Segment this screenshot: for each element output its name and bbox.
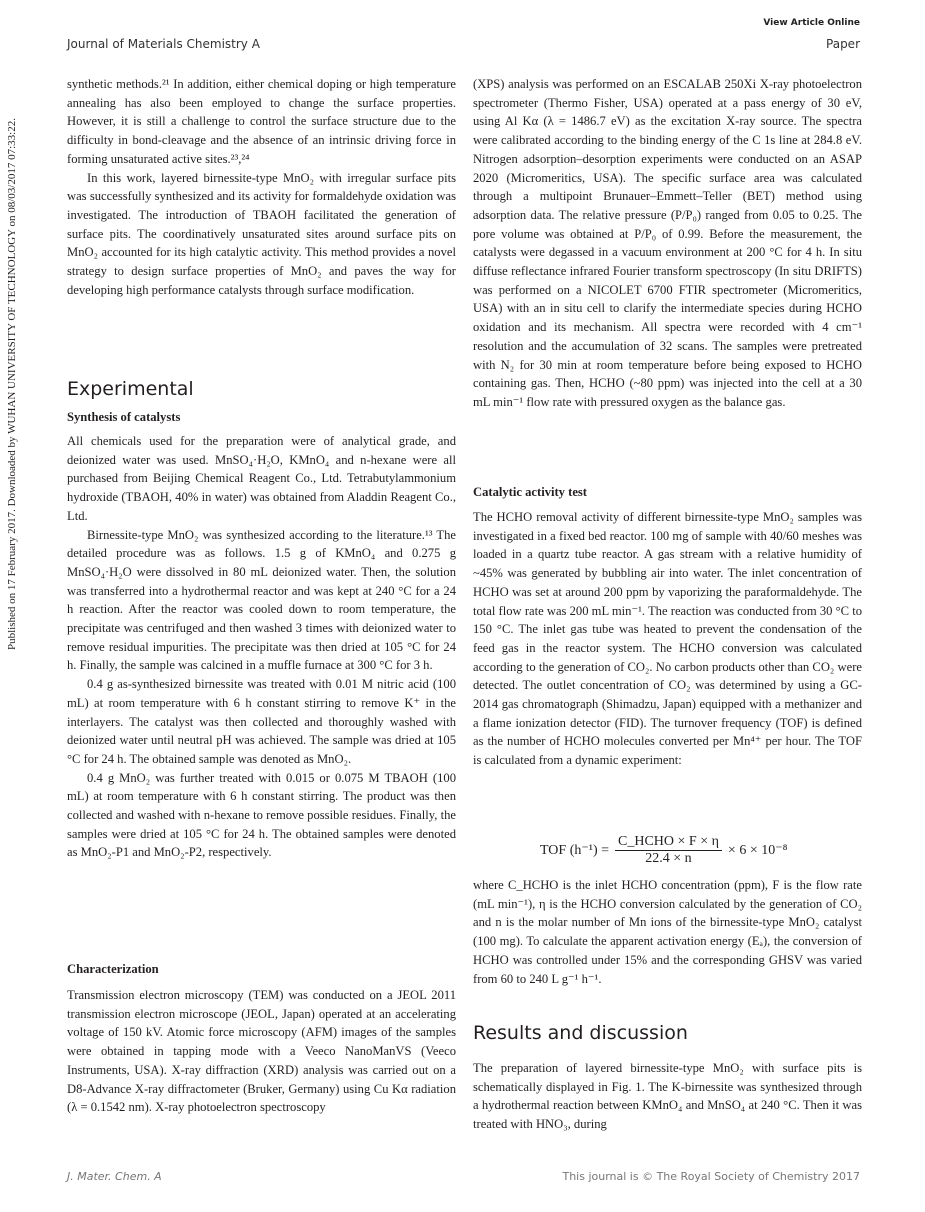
tof-equation [540,834,787,867]
right-where [473,876,862,988]
left-characterization [67,986,456,1117]
footer-copyright: This journal is © The Royal Society of Chemistry 2017 [562,1170,860,1183]
right-catalytic [473,508,862,770]
paragraph: Birnessite-type MnO₂ was synthesized according to the literature.¹³ The detailed procedure was as follows. 1.5 g of KMnO₄ and 0.275 g MnSO₄·H₂O were dissolved in 80 mL deionized water. Then, the solution was transferred into a hydrothermal reactor and was kept at 240 °C for a 24 h reaction. After the reactor was cooled down to room temperature, the precipitate was centrifuged and then washed 3 times with deionized water to remove residual impurities. The precipitate was then dried at 105 °C for 24 h. Finally, the sample was calcined in a muffle furnace at 300 °C for 3 h. [67,527,456,673]
footer-journal: J. Mater. Chem. A [67,1170,162,1183]
equation-denominator: 22.4 × n [645,851,692,866]
subheading-synthesis: Synthesis of catalysts [67,410,181,424]
download-notice: Published on 17 February 2017. Downloaded by WUHAN UNIVERSITY OF TECHNOLOGY on 08/03/2017 07:33:22. [6,118,18,650]
journal-name: Journal of Materials Chemistry A [67,37,260,51]
paragraph: Transmission electron microscopy (TEM) was conducted on a JEOL 2011 transmission electron microscope (JEOL, Japan) operated at an accelerating voltage of 150 kV. Atomic force microscopy (AFM) images of the samples were obtained in tapping mode with a Veeco NanoManVS (Veeco Instruments, USA). X-ray diffraction (XRD) analysis was carried out on a D8-Advance X-ray diffractometer (Bruker, Germany) using Cu Kα radiation (λ = 0.1542 nm). X-ray photoelectron spectroscopy [67,988,456,1115]
view-article-online-link[interactable]: View Article Online [763,18,860,28]
subheading-characterization: Characterization [67,962,159,976]
section-heading-results: Results and discussion [473,1022,688,1044]
left-synthesis [67,432,456,862]
equation-lhs: TOF (h⁻¹) = [540,843,610,858]
equation-rhs: × 6 × 10⁻⁸ [727,843,788,858]
section-heading-experimental: Experimental [67,378,194,400]
paragraph: 0.4 g as-synthesized birnessite was treated with 0.01 M nitric acid (100 mL) at room temperature with 6 h constant stirring to remove K⁺ in the interlayers. The catalyst was then collected and thoroughly washed with deionized water until neutral pH was achieved. The sample was dried at 105 °C for 24 h. The obtained sample was denoted as MnO₂. [67,677,456,766]
right-xps [473,75,862,412]
paragraph: synthetic methods.²¹ In addition, either chemical doping or high temperature annealing has also been employed to change the surface properties. However, it is still a challenge to control the surface structure due to the difficulty in bond-cleavage and the absence of an intrinsic driving force in forming unsaturated active sites.²³,²⁴ [67,77,456,166]
paragraph: The preparation of layered birnessite-type MnO₂ with surface pits is schematically displayed in Fig. 1. The K-birnessite was synthesized through a hydrothermal reaction between KMnO₄ and MnSO₄ at 240 °C. Then it was treated with HNO₃, during [473,1061,862,1132]
article-type: Paper [826,37,860,51]
right-results [473,1059,862,1134]
subheading-catalytic: Catalytic activity test [473,485,588,499]
left-intro [67,75,456,299]
equation-fraction [615,834,722,867]
paragraph: All chemicals used for the preparation were of analytical grade, and deionized water was used. MnSO₄·H₂O, KMnO₄ and n-hexane were all purchased from Beijing Chemical Reagent Co., Ltd. Tetrabutylammonium hydroxide (TBAOH, 40% in water) was obtained from Aladdin Reagent Co., Ltd. [67,434,456,523]
paragraph: The HCHO removal activity of different birnessite-type MnO₂ samples was investigated in a fixed bed reactor. 100 mg of sample with 40/60 meshes was loaded in a quartz tube reactor. A gas stream with a relative humidity of ~45% was generated by bubbling air into water. The inlet concentration of HCHO was set at around 200 ppm by vaporizing the paraformaldehyde. The total flow rate was 200 mL min⁻¹. The reaction was conducted from 30 °C to 150 °C. The inlet gas tube was heated to prevent the condensation of the feed gas in the reactor system. The HCHO conversion was calculated according to the generation of CO₂. No carbon products other than CO₂ were detected. The outlet concentration of CO₂ was determined by using a GC-2014 gas chromatograph (Shimadzu, Japan) equipped with a methanizer and a flame ionization detector (FID). The turnover frequency (TOF) is defined as the number of HCHO molecules converted per Mn⁴⁺ per hour. The TOF is calculated from a dynamic experiment: [473,510,862,768]
paragraph: where C_HCHO is the inlet HCHO concentration (ppm), F is the flow rate (mL min⁻¹), η is the HCHO conversion calculated by the generation of CO₂ and n is the molar number of Mn ions of the birnessite-type MnO₂ catalyst (100 mg). To calculate the apparent activation energy (Eₐ), the conversion of HCHO was controlled under 15% and the corresponding GHSV was varied from 60 to 240 L g⁻¹ h⁻¹. [473,878,862,986]
paragraph: (XPS) analysis was performed on an ESCALAB 250Xi X-ray photoelectron spectrometer (Thermo Fisher, USA) operated at a pass energy of 30 eV, using Al Kα (λ = 1486.7 eV) as the excitation X-ray source. The spectra were calibrated according to the binding energy of the C 1s line at 284.8 eV. Nitrogen adsorption–desorption experiments were conducted on an ASAP 2020 (Micromeritics, USA). The specific surface area was calculated through a multipoint Brunauer–Emmett–Teller (BET) method using adsorption data. The relative pressure (P/P₀) ranged from 0.05 to 0.25. The pore volume was obtained at P/P₀ of 0.99. Before the measurement, the catalysts were degassed in a vacuum environment at 200 °C for 4 h. In situ diffuse reflectance infrared Fourier transform spectroscopy (In situ DRIFTS) was performed on a NICOLET 6700 FTIR spectrometer (Micromeritics, USA) with an in situ cell to clarify the intermediate species during HCHO oxidation and its mechanism. All spectra were recorded with 4 cm⁻¹ resolution and the accumulation of 32 scans. The samples were pretreated with N₂ for 30 min at room temperature before being exposed to HCHO containing gas. Then, HCHO (~80 ppm) was injected into the cell at a 30 mL min⁻¹ flow rate with pressured oxygen as the balance gas. [473,77,862,409]
paragraph: In this work, layered birnessite-type MnO₂ with irregular surface pits was successfully synthesized and its activity for formaldehyde oxidation was investigated. The introduction of TBAOH facilitated the generation of surface pits. The coordinatively unsaturated sites around surface pits on MnO₂ accounted for its high catalytic activity. This method provides a novel strategy to design surface properties of MnO₂ and paves the way for developing high performance catalysts through surface modification. [67,170,456,297]
equation-numerator: C_HCHO × F × η [615,834,722,851]
paragraph: 0.4 g MnO₂ was further treated with 0.015 or 0.075 M TBAOH (100 mL) at room temperature with 6 h constant stirring. The product was then collected and washed with n-hexane to remove possible residues. Finally, the samples were dried at 105 °C for 24 h. The obtained samples were denoted as MnO₂-P1 and MnO₂-P2, respectively. [67,770,456,860]
